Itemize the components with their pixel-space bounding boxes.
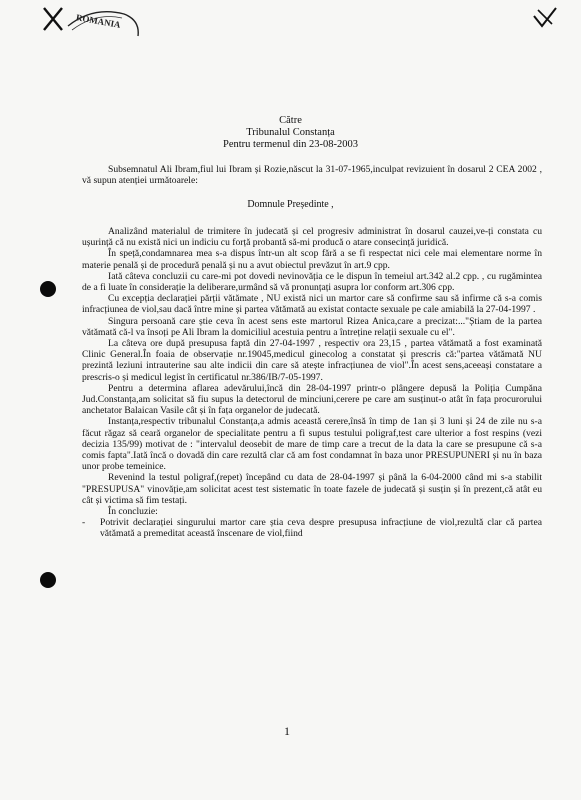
conclusion-heading: În concluzie: (108, 506, 158, 518)
conclusion-item (82, 517, 542, 539)
hearing-date: Pentru termenul din 23-08-2003 (222, 139, 359, 150)
addressee-line: Către (279, 115, 302, 126)
punch-hole (40, 281, 56, 297)
intro-text: Subsemnatul Ali Ibram,fiul lui Ibram și Rozie,născut la 31-07-1965,inculpat revizuient în dosarul 2 CEA 2002 , vă supun atenției următoarele: (82, 164, 542, 187)
paragraph: Singura persoană care știe ceva în acest sens este martorul Rizea Anica,care a precizat:..."Știam de la partea vătămată că-l va însoți pe Ali Ibram la domiciliul acestuia pentru a întreține relații sexuale cu el". (82, 315, 542, 338)
conclusion-item-text: Potrivit declarației singurului martor care știa ceva despre presupusa infracțiune de viol,rezultă clar că partea vătămată a premeditat această înscenare de viol,fiind (100, 517, 542, 540)
paragraph: Pentru a determina aflarea adevărului,încă din 28-04-1997 printr-o plângere depusă la Poliția Cumpăna Jud.Constanța,am solicitat să fiu supus la detectorul de minciuni,cerere pe care am susținut-o atât în fața procurorului anchetator Balaican Vasile cât și în fața organelor de judecată. (82, 382, 542, 417)
body-text (82, 226, 542, 540)
punch-hole (40, 572, 56, 588)
stamp-text: ROMANIA (75, 12, 122, 30)
bullet-dash: - (82, 517, 86, 529)
paragraph: La câteva ore după presupusa faptă din 27-04-1997 , respectiv ora 23,15 , partea vătămată a fost examinată Clinic General.În foaia de observație nr.19045,medicul ginecolog a constatat și prescris că:"partea vătămată NU prezintă leziuni intrauterine sau alte indicii din care să atește infracțiunea de viol".În acest sens,aceeași constatare a prescris-o și medicul legist în certificatul nr.386/IB/7-05-1997. (82, 338, 542, 383)
paragraph: Cu excepția declarației părții vătămate , NU există nici un martor care să confirme sau să infirme că s-a comis infracțiunea de viol,sau dacă între mine și partea vătămată au existat contacte sexuale pe cale amiabilă la 27-04-1997 . (82, 293, 542, 316)
corner-mark (530, 4, 560, 30)
salutation: Domnule Președinte , (247, 199, 334, 210)
paragraph: Instanța,respectiv tribunalul Constanța,a admis această cerere,însă în timp de 1an și 3 luni și 24 de zile nu s-a făcut răgaz să ceară organelor de specialitate pentru a fi supus testului poligraf,test care ulterior a fost respins (vezi decizia 135/99) motivat de : "intervalul deosebit de mare de timp care a trecut de la data la care se presupune că s-a comis fapta".Iată încă o dovadă din care rezultă clar că am fost condamnat în baza unor PRESUPUNERI și nu în baza unor probe temeinice. (82, 416, 542, 473)
paragraph: În speță,condamnarea mea s-a dispus într-un alt scop fără a se fi respectat nici cele mai elementare norme în materie penală și de procedură penală și nu a avut obiectul prevăzut în art.9 cpp. (82, 248, 542, 271)
paragraph: Revenind la testul poligraf,(repet) începând cu data de 28-04-1997 și până la 6-04-2000 când mi s-a stabilit "PRESUPUSA" vinovăție,am solicitat acest test sistematic în toate fazele de judecată și susțin și în prezent,că atât eu cât și victima să fim testați. (82, 472, 542, 506)
paragraph: Iată câteva concluzii cu care-mi pot dovedi nevinovăția ce le dispun în temeiul art.342 al.2 cpp. , cu rugămintea de a fi luate în considerație la deliberare,urmând să vă pronunțați asupra lor conform art.306 cpp. (82, 270, 542, 294)
paragraph: Analizând materialul de trimitere în judecată și cel progresiv administrat în dosarul cauzei,ve-ți constata cu ușurință că nu există nici un indiciu cu forță probantă să-mi producă o atare consecință juridică. (82, 226, 542, 249)
court-name: Tribunalul Constanța (246, 127, 335, 138)
page-number: 1 (284, 724, 290, 738)
intro-paragraph (82, 164, 542, 186)
stamp-seal (38, 0, 148, 46)
